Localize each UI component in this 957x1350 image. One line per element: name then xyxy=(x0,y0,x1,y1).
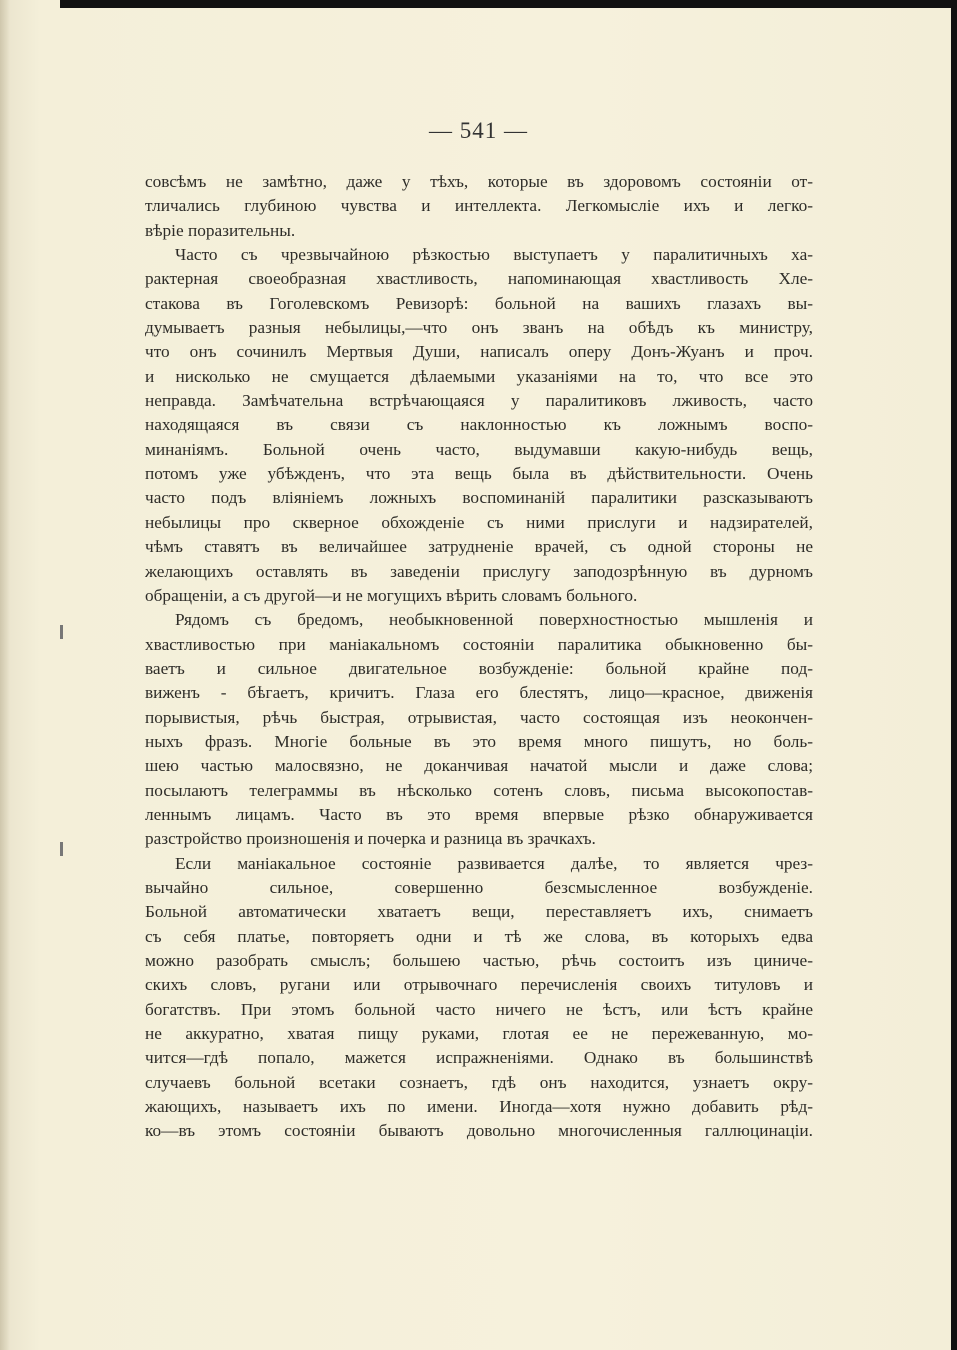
text-line: скихъ словъ, ругани или отрывочнаго перечисленія своихъ титуловъ и xyxy=(145,975,813,995)
text-line: чится—гдѣ попало, мажется испражненіями. Однако въ большинствѣ xyxy=(145,1048,813,1068)
text-line: Больной автоматически хватаетъ вещи, переставляетъ ихъ, снимаетъ xyxy=(145,902,813,922)
text-line: виженъ - бѣгаетъ, кричитъ. Глаза его блестятъ, лицо—красное, движенія xyxy=(145,683,813,703)
text-line: и нисколько не смущается дѣлаемыми указаніями на то, что все это xyxy=(145,366,813,386)
text-line: Часто съ чрезвычайною рѣзкостью выступаетъ у паралитичныхъ ха- xyxy=(175,245,813,265)
margin-mark xyxy=(60,625,63,639)
text-line: хвастливостью при маніакальномъ состояніи паралитика обыкновенно бы- xyxy=(145,634,813,654)
text-line: потомъ уже убѣжденъ, что эта вещь была въ дѣйствительности. Очень xyxy=(145,464,813,484)
page-number: — 541 — xyxy=(429,118,528,143)
text-line: шею частью малосвязно, не доканчивая начатой мысли и даже слова; xyxy=(145,756,813,776)
text-line: чѣмъ ставятъ въ величайшее затрудненіе врачей, съ одной стороны не xyxy=(145,537,813,557)
text-line: порывистыя, рѣчь быстрая, отрывистая, часто состоящая изъ неокончен- xyxy=(145,707,813,727)
margin-mark xyxy=(60,842,63,856)
text-line: случаевъ больной всетаки сознаетъ, гдѣ онъ находится, узнаетъ окру- xyxy=(145,1072,813,1092)
text-line: минаніямъ. Больной очень часто, выдумавши какую-нибудь вещь, xyxy=(145,439,813,459)
text-line: часто подъ вліяніемъ ложныхъ воспоминаній паралитики разсказываютъ xyxy=(145,488,813,508)
text-line: обращеніи, а съ другой—и не могущихъ вѣрить словамъ больного. xyxy=(145,585,638,605)
text-line: разстройство произношенія и почерка и разница въ зрачкахъ. xyxy=(145,829,596,849)
text-line: Если маніакальное состояніе развивается далѣе, то является чрез- xyxy=(175,853,813,873)
text-line: вычайно сильное, совершенно безсмысленное возбужденіе. xyxy=(145,877,813,897)
text-line: тличались глубиною чувства и интеллекта. Легкомысліе ихъ и легко- xyxy=(145,196,813,216)
spine-shadow xyxy=(0,0,10,1350)
text-line: жающихъ, называетъ ихъ по имени. Иногда—хотя нужно добавить рѣд- xyxy=(145,1097,813,1117)
text-line: желающихъ оставлять въ заведеніи прислугу заподозрѣнную въ дурномъ xyxy=(145,561,813,581)
text-line: вѣріе поразительны. xyxy=(145,220,296,240)
text-line: можно разобрать смыслъ; большею частью, рѣчь состоитъ изъ циниче- xyxy=(145,951,813,970)
text-line: ко—въ этомъ состояніи бываютъ довольно многочисленныя галлюцинаціи. xyxy=(145,1121,813,1141)
text-line: леннымъ лицамъ. Часто въ это время впервые рѣзко обнаруживается xyxy=(145,804,813,824)
scan-top-edge xyxy=(60,0,957,8)
text-line: думываетъ разныя небылицы,—что онъ званъ на обѣдъ къ министру, xyxy=(145,318,813,338)
text-line: ваетъ и сильное двигательное возбужденіе: больной крайне под- xyxy=(145,658,813,678)
text-line: богатствъ. При этомъ больной часто ничего не ѣстъ, или ѣстъ крайне xyxy=(145,999,813,1019)
text-line: рактерная своеобразная хвастливость, напоминающая хвастливость Хле- xyxy=(145,269,813,289)
text-line: Рядомъ съ бредомъ, необыкновенной поверхностностью мышленія и xyxy=(175,610,813,630)
text-line: совсѣмъ не замѣтно, даже у тѣхъ, которые въ здоровомъ состояніи от- xyxy=(145,172,813,191)
text-line: посылаютъ телеграммы въ нѣсколько сотенъ словъ, письма высокопостав- xyxy=(145,780,813,800)
text-line: стакова въ Гоголевскомъ Ревизорѣ: больной на вашихъ глазахъ вы- xyxy=(145,293,813,313)
scan-right-edge xyxy=(951,0,957,1350)
text-line: небылицы про скверное обхожденіе съ ними прислуги и надзирателей, xyxy=(145,512,813,532)
text-line: находящаяся въ связи съ наклонностью къ ложнымъ воспо- xyxy=(145,415,813,435)
body-text xyxy=(145,170,813,1144)
text-line: ныхъ фразъ. Многіе больные въ это время много пишутъ, но боль- xyxy=(145,731,813,751)
text-line: съ себя платье, повторяетъ одни и тѣ же слова, въ которыхъ едва xyxy=(145,926,813,946)
text-line: не аккуратно, хватая пищу руками, глотая ее не пережеванную, мо- xyxy=(145,1024,813,1044)
text-line: неправда. Замѣчательна встрѣчающаяся у паралитиковъ лживость, часто xyxy=(145,391,813,411)
text-line: что онъ сочинилъ Мертвыя Души, написалъ оперу Донъ-Жуанъ и проч. xyxy=(145,342,813,362)
